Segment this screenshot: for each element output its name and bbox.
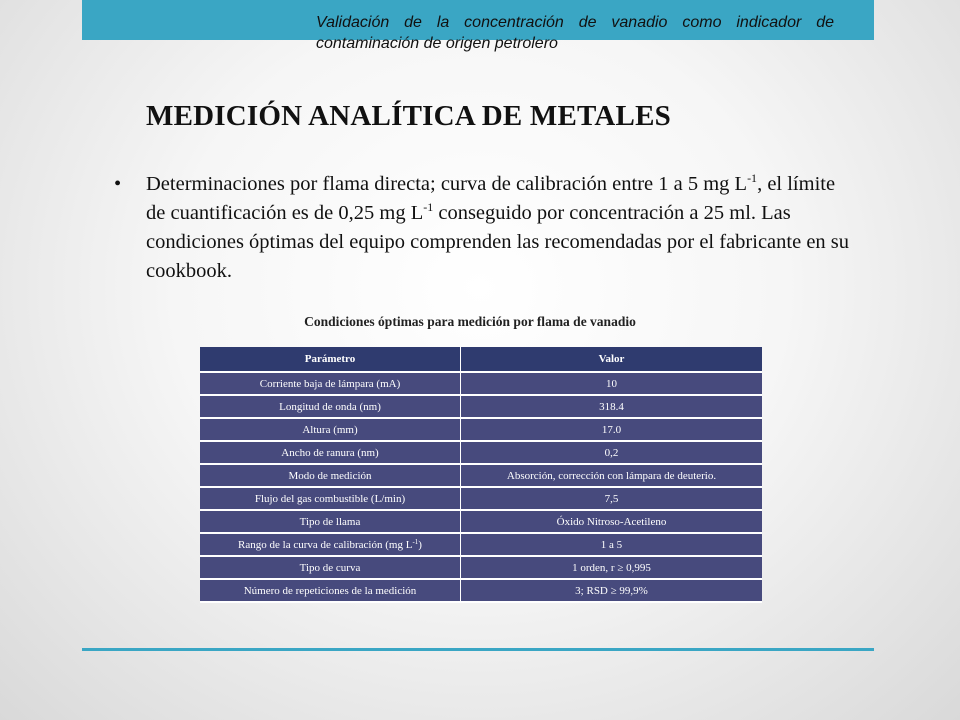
- value-cell: 10: [461, 372, 763, 395]
- header-title: Validación de la concentración de vanadio como indicador de contaminación de origen petrolero: [316, 14, 834, 52]
- table-row: [200, 556, 762, 579]
- table-row: [200, 441, 762, 464]
- value-cell: 0,2: [461, 441, 763, 464]
- header-parametro: Parámetro: [200, 347, 461, 372]
- table-row: [200, 510, 762, 533]
- param-text-end: ): [418, 538, 422, 551]
- table-row: [200, 533, 762, 556]
- param-cell: Corriente baja de lámpara (mA): [200, 372, 461, 395]
- param-cell: Modo de medición: [200, 464, 461, 487]
- bullet-text-part1: Determinaciones por flama directa; curva de calibración entre 1 a 5 mg L: [146, 173, 748, 195]
- table-row: [200, 579, 762, 602]
- table-row: [200, 418, 762, 441]
- slide-title: MEDICIÓN ANALÍTICA DE METALES: [146, 100, 671, 132]
- bullet-marker: •: [114, 173, 122, 195]
- table-row: [200, 464, 762, 487]
- bullet-text-part2: , el límite de cuantificación es de 0,25 mg L: [146, 173, 836, 224]
- param-cell: Altura (mm): [200, 418, 461, 441]
- bullet-superscript-2: -1: [423, 200, 434, 214]
- bullet-superscript-1: -1: [747, 171, 758, 185]
- param-cell: Número de repeticiones de la medición: [200, 579, 461, 602]
- value-cell: 318.4: [461, 395, 763, 418]
- value-cell: 1 orden, r ≥ 0,995: [461, 556, 763, 579]
- value-cell: 17.0: [461, 418, 763, 441]
- value-cell: 7,5: [461, 487, 763, 510]
- value-cell: Óxido Nitroso-Acetileno: [461, 510, 763, 533]
- param-cell: Longitud de onda (nm): [200, 395, 461, 418]
- param-superscript: -1: [412, 537, 419, 546]
- bullet-text: [146, 170, 854, 286]
- bullet-paragraph: [114, 170, 854, 286]
- table-header-row: [200, 347, 762, 372]
- param-cell: [200, 533, 461, 556]
- value-cell: 1 a 5: [461, 533, 763, 556]
- conditions-table: [200, 347, 762, 603]
- param-cell: Ancho de ranura (nm): [200, 441, 461, 464]
- bullet-text-part3: conseguido por concentración a 25 ml. Las condiciones óptimas del equipo comprenden las recomendadas por el fabricante en su cookbook.: [146, 202, 850, 282]
- header-valor: Valor: [461, 347, 763, 372]
- value-cell: Absorción, corrección con lámpara de deuterio.: [461, 464, 763, 487]
- table-row: [200, 395, 762, 418]
- param-text: Rango de la curva de calibración (mg L: [238, 538, 413, 551]
- footer-divider: [82, 648, 874, 651]
- param-cell: Tipo de curva: [200, 556, 461, 579]
- param-cell: Tipo de llama: [200, 510, 461, 533]
- param-cell: Flujo del gas combustible (L/min): [200, 487, 461, 510]
- table-row: [200, 372, 762, 395]
- table-row: [200, 487, 762, 510]
- table-caption: Condiciones óptimas para medición por flama de vanadio: [304, 314, 636, 329]
- value-cell: 3; RSD ≥ 99,9%: [461, 579, 763, 602]
